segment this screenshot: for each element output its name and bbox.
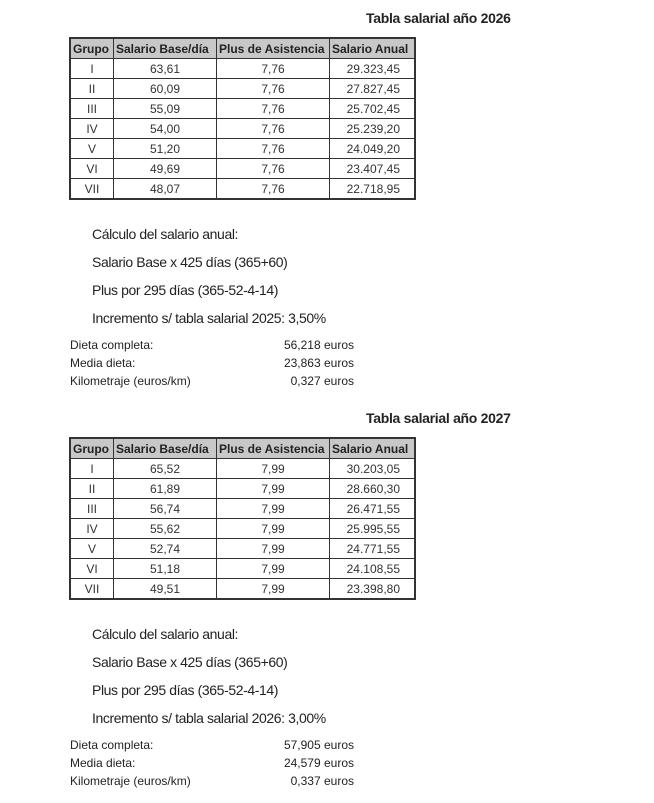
cell-grupo: I (70, 59, 114, 79)
table-row (70, 499, 415, 519)
cell-salario-base: 52,74 (114, 539, 217, 559)
column-header-plus-asistencia: Plus de Asistencia (217, 438, 330, 459)
cell-salario-anual: 28.660,30 (330, 479, 416, 499)
cell-plus-asistencia: 7,76 (217, 79, 330, 99)
cell-grupo: II (70, 79, 114, 99)
diet-row-full (70, 736, 360, 754)
calc-line-plus: Plus por 295 días (365-52-4-14) (92, 682, 279, 698)
calc-line-plus: Plus por 295 días (365-52-4-14) (92, 282, 279, 298)
diet-allowances (70, 336, 360, 390)
cell-salario-base: 51,18 (114, 559, 217, 579)
diet-value: 0,337 euros (290, 774, 354, 788)
cell-salario-base: 48,07 (114, 179, 217, 200)
column-header-salario-anual: Salario Anual (330, 38, 416, 59)
cell-salario-base: 55,09 (114, 99, 217, 119)
diet-label: Kilometraje (euros/km) (70, 374, 191, 388)
cell-salario-base: 60,09 (114, 79, 217, 99)
cell-plus-asistencia: 7,99 (217, 459, 330, 479)
cell-plus-asistencia: 7,99 (217, 519, 330, 539)
cell-grupo: V (70, 139, 114, 159)
section-title: Tabla salarial año 2027 (366, 410, 511, 426)
cell-grupo: IV (70, 119, 114, 139)
cell-grupo: VII (70, 179, 114, 200)
cell-plus-asistencia: 7,76 (217, 59, 330, 79)
cell-salario-anual: 24.108,55 (330, 559, 416, 579)
calc-line-increment: Incremento s/ tabla salarial 2025: 3,50% (92, 310, 326, 326)
cell-salario-base: 61,89 (114, 479, 217, 499)
diet-label: Kilometraje (euros/km) (70, 774, 191, 788)
annual-salary-calculation (92, 624, 326, 736)
table-row (70, 519, 415, 539)
diet-row-half (70, 354, 360, 372)
table-row (70, 79, 415, 99)
table-row (70, 559, 415, 579)
cell-salario-anual: 25.702,45 (330, 99, 416, 119)
column-header-salario-base: Salario Base/día (114, 438, 217, 459)
cell-salario-anual: 23.407,45 (330, 159, 416, 179)
table-header-row (70, 438, 415, 459)
table-row (70, 119, 415, 139)
cell-grupo: III (70, 99, 114, 119)
cell-grupo: III (70, 499, 114, 519)
calc-heading: Cálculo del salario anual: (92, 626, 239, 642)
cell-grupo: II (70, 479, 114, 499)
cell-grupo: VI (70, 559, 114, 579)
cell-salario-anual: 30.203,05 (330, 459, 416, 479)
cell-salario-anual: 29.323,45 (330, 59, 416, 79)
cell-salario-anual: 25.239,20 (330, 119, 416, 139)
table-row (70, 579, 415, 600)
diet-label: Dieta completa: (70, 738, 154, 752)
cell-salario-anual: 26.471,55 (330, 499, 416, 519)
cell-grupo: VI (70, 159, 114, 179)
table-row (70, 59, 415, 79)
cell-salario-base: 56,74 (114, 499, 217, 519)
cell-grupo: IV (70, 519, 114, 539)
cell-salario-base: 49,69 (114, 159, 217, 179)
cell-plus-asistencia: 7,76 (217, 99, 330, 119)
cell-grupo: V (70, 539, 114, 559)
cell-plus-asistencia: 7,76 (217, 119, 330, 139)
column-header-salario-anual: Salario Anual (330, 438, 416, 459)
diet-value: 57,905 euros (283, 738, 354, 752)
diet-row-half (70, 754, 360, 772)
cell-plus-asistencia: 7,76 (217, 159, 330, 179)
cell-salario-base: 51,20 (114, 139, 217, 159)
diet-row-full (70, 336, 360, 354)
diet-value: 0,327 euros (290, 374, 354, 388)
cell-grupo: I (70, 459, 114, 479)
cell-plus-asistencia: 7,99 (217, 539, 330, 559)
cell-salario-anual: 22.718,95 (330, 179, 416, 200)
column-header-plus-asistencia: Plus de Asistencia (217, 38, 330, 59)
table-row (70, 99, 415, 119)
table-header-row (70, 38, 415, 59)
table-row (70, 139, 415, 159)
diet-label: Dieta completa: (70, 338, 154, 352)
column-header-grupo: Grupo (70, 38, 114, 59)
diet-row-mileage (70, 372, 360, 390)
cell-plus-asistencia: 7,99 (217, 559, 330, 579)
cell-salario-base: 63,61 (114, 59, 217, 79)
table-row (70, 539, 415, 559)
calc-line-base: Salario Base x 425 días (365+60) (92, 254, 288, 270)
diet-label: Media dieta: (70, 756, 136, 770)
cell-plus-asistencia: 7,99 (217, 579, 330, 600)
diet-value: 56,218 euros (283, 338, 354, 352)
cell-plus-asistencia: 7,99 (217, 479, 330, 499)
cell-salario-anual: 25.995,55 (330, 519, 416, 539)
cell-salario-base: 65,52 (114, 459, 217, 479)
cell-salario-base: 54,00 (114, 119, 217, 139)
cell-salario-anual: 24.049,20 (330, 139, 416, 159)
salary-table (69, 37, 416, 200)
cell-plus-asistencia: 7,99 (217, 499, 330, 519)
cell-salario-anual: 23.398,80 (330, 579, 416, 600)
cell-salario-base: 55,62 (114, 519, 217, 539)
column-header-salario-base: Salario Base/día (114, 38, 217, 59)
cell-plus-asistencia: 7,76 (217, 139, 330, 159)
table-row (70, 179, 415, 200)
cell-grupo: VII (70, 579, 114, 600)
cell-salario-anual: 27.827,45 (330, 79, 416, 99)
diet-allowances (70, 736, 360, 790)
cell-plus-asistencia: 7,76 (217, 179, 330, 200)
salary-table (69, 437, 416, 600)
cell-salario-anual: 24.771,55 (330, 539, 416, 559)
diet-label: Media dieta: (70, 356, 136, 370)
annual-salary-calculation (92, 224, 326, 336)
table-row (70, 159, 415, 179)
table-row (70, 479, 415, 499)
calc-line-base: Salario Base x 425 días (365+60) (92, 654, 288, 670)
section-title: Tabla salarial año 2026 (366, 10, 511, 26)
calc-line-increment: Incremento s/ tabla salarial 2026: 3,00% (92, 710, 326, 726)
table-row (70, 459, 415, 479)
diet-value: 23,863 euros (283, 356, 354, 370)
diet-row-mileage (70, 772, 360, 790)
column-header-grupo: Grupo (70, 438, 114, 459)
cell-salario-base: 49,51 (114, 579, 217, 600)
calc-heading: Cálculo del salario anual: (92, 226, 239, 242)
diet-value: 24,579 euros (283, 756, 354, 770)
